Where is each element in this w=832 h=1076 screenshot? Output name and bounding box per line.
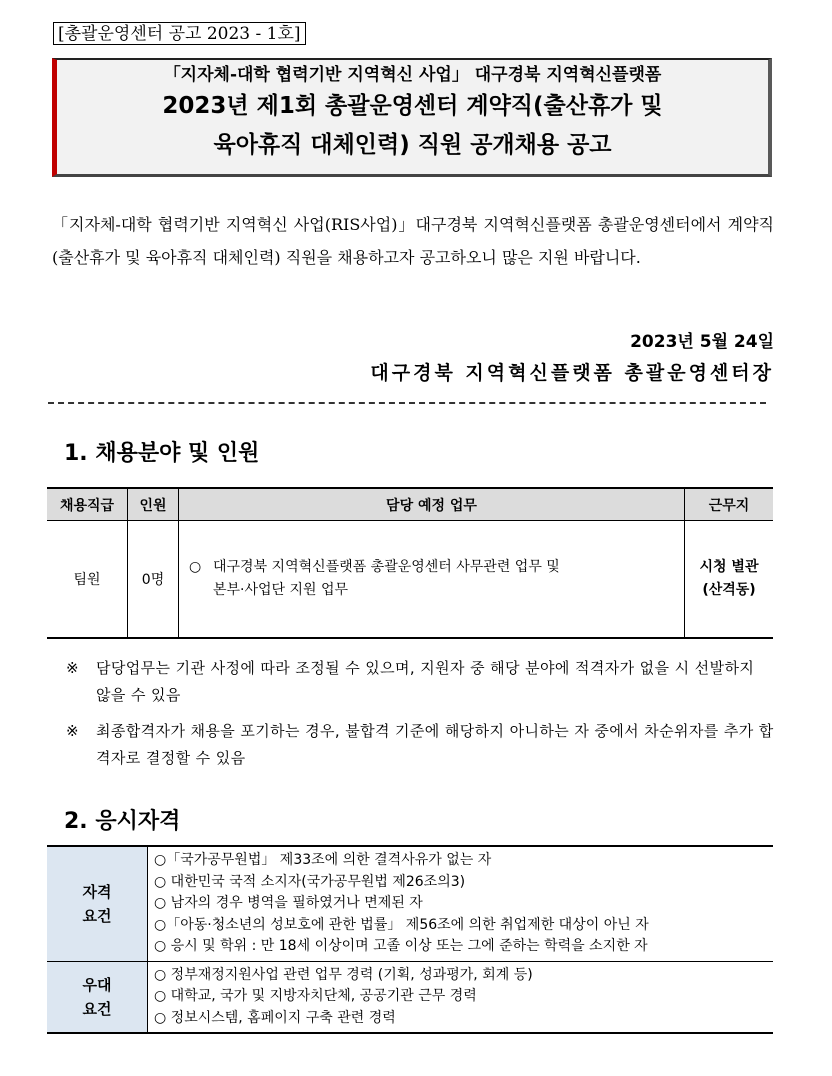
count-cell: 0명 <box>128 521 179 639</box>
table-row <box>47 846 773 961</box>
table-row <box>47 961 773 1033</box>
notice-number: [총괄운영센터 공고 2023 - 1호] <box>53 22 306 45</box>
list-item: ○ 정부재정지원사업 관련 업무 경력 (기획, 성과평가, 회계 등) <box>154 966 533 983</box>
list-item: ○ 남자의 경우 병역을 필하였거나 면제된 자 <box>154 895 423 911</box>
duty-line-1: 대구경북 지역혁신플랫폼 총괄운영센터 사무관련 업무 및 <box>213 559 560 575</box>
label-line-2: 요건 <box>82 999 112 1018</box>
note-mark: ※ <box>66 659 79 677</box>
header-count: 인원 <box>128 488 179 521</box>
location-line-1: 시청 별관 <box>699 559 759 575</box>
list-item: ○ 대학교, 국가 및 지방자치단체, 공공기관 근무 경력 <box>154 988 477 1004</box>
header-duty: 담당 예정 업무 <box>179 488 685 521</box>
label-line-1: 자격 <box>82 882 112 901</box>
qualification-label <box>47 846 148 961</box>
list-item: ○ 응시 및 학위 : 만 18세 이상이며 고졸 이상 또는 그에 준하는 학력을 소지한 자 <box>154 938 648 954</box>
list-item: ○ 정보시스템, 홈페이지 구축 관련 경력 <box>154 1009 396 1026</box>
note-text: 담당업무는 기관 사정에 따라 조정될 수 있으며, 지원자 중 해당 분야에 적격자가 없을 시 선발하지 않을 수 있음 <box>96 659 755 704</box>
note-text: 최종합격자가 채용을 포기하는 경우, 불합격 기준에 해당하지 아니하는 자 중에서 차순위자를 추가 합격자로 결정할 수 있음 <box>96 722 774 767</box>
preference-items <box>148 961 774 1033</box>
intro-paragraph: 「지자체-대학 협력기반 지역혁신 사업(RIS사업)」대구경북 지역혁신플랫폼 총괄운영센터에서 계약직(출산휴가 및 육아휴직 대체인력) 직원을 채용하고자 공고하오니 많은 지원 바랍니다. <box>52 215 774 267</box>
list-item: ○「아동·청소년의 성보호에 관한 법률」 제56조에 의한 취업제한 대상이 아닌 자 <box>154 916 649 933</box>
recruitment-table <box>47 487 773 639</box>
header-position: 채용직급 <box>47 488 128 521</box>
duty-line-2: 본부·사업단 지원 업무 <box>213 582 349 598</box>
section-2-heading: 2. 응시자격 <box>64 809 181 834</box>
qualification-items <box>148 846 774 961</box>
label-line-1: 우대 <box>82 975 112 994</box>
dashed-divider <box>48 402 766 404</box>
header-location: 근무지 <box>685 488 774 521</box>
list-item: ○「국가공무원법」 제33조에 의한 결격사유가 없는 자 <box>154 852 492 868</box>
table-header-row <box>47 488 773 521</box>
eligibility-table <box>47 845 773 1034</box>
location-cell <box>685 521 774 639</box>
position-cell: 팀원 <box>47 521 128 639</box>
bullet-marker: ○ <box>189 559 202 575</box>
preference-label <box>47 961 148 1033</box>
table-row <box>47 521 773 639</box>
location-line-2: (산격동) <box>702 582 756 598</box>
note-mark: ※ <box>66 722 79 740</box>
list-item: ○ 대한민국 국적 소지자(국가공무원법 제26조의3) <box>154 873 466 890</box>
note-1 <box>66 655 774 709</box>
title-line-2: 육아휴직 대체인력) 직원 공개채용 공고 <box>213 132 612 158</box>
title-line-1: 2023년 제1회 총괄운영센터 계약직(출산휴가 및 <box>162 93 663 119</box>
label-line-2: 요건 <box>82 906 112 925</box>
section-1-heading: 1. 채용분야 및 인원 <box>64 441 260 466</box>
title-box <box>52 58 772 177</box>
title-subtitle: 「지자체-대학 협력기반 지역혁신 사업」 대구경북 지역혁신플랫폼 <box>163 65 662 85</box>
notice-date: 2023년 5월 24일 <box>630 332 774 352</box>
note-2 <box>66 718 774 772</box>
issuer-name: 대구경북 지역혁신플랫폼 총괄운영센터장 <box>370 362 774 384</box>
duty-cell <box>179 521 685 639</box>
